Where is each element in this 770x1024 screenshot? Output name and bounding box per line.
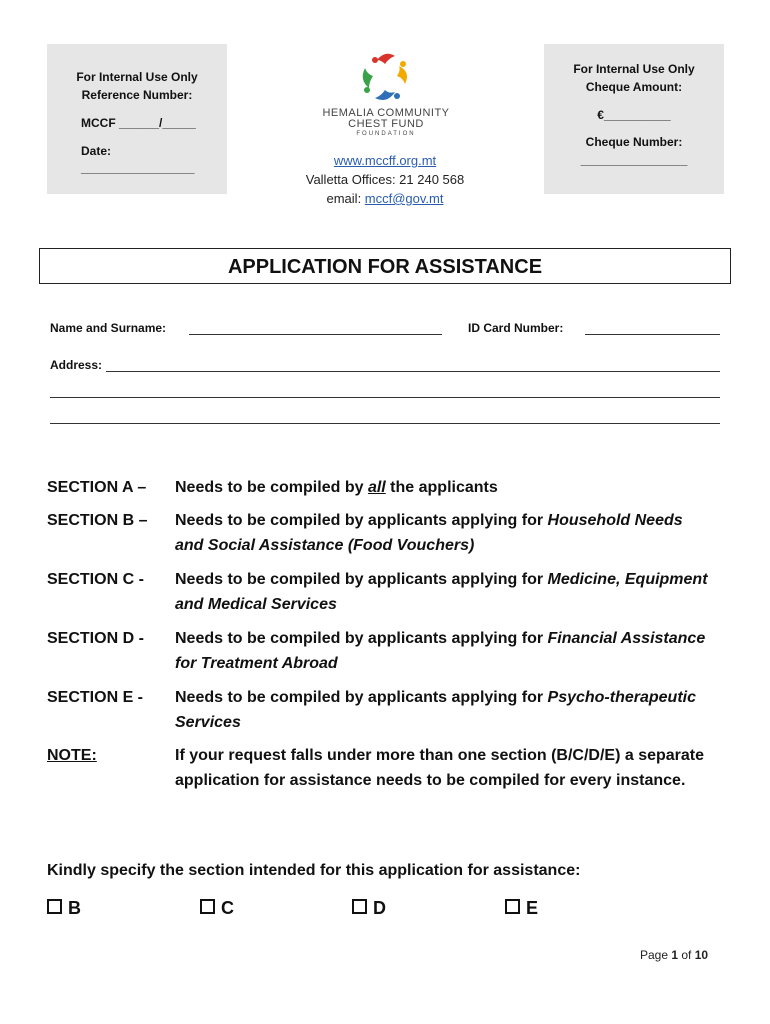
checkbox-d[interactable]	[352, 899, 367, 914]
email-link[interactable]: mccf@gov.mt	[364, 191, 444, 206]
internal-use-title-right: For Internal Use Only	[573, 62, 695, 76]
id-card-label: ID Card Number:	[468, 321, 564, 335]
reference-number-label: Reference Number:	[81, 88, 193, 102]
id-card-input-line[interactable]	[585, 334, 720, 335]
section-b-text: Needs to be compiled by applicants applying for Household Needs and Social Assistance (Food Vouchers)	[175, 512, 683, 554]
form-title-box	[39, 248, 731, 284]
option-e[interactable]: E	[505, 898, 538, 919]
form-title: APPLICATION FOR ASSISTANCE	[227, 256, 543, 278]
section-selection-prompt: Kindly specify the section intended for this application for assistance:	[47, 862, 581, 879]
option-c[interactable]: C	[200, 898, 234, 919]
section-c-label: SECTION C -	[47, 571, 144, 588]
mccf-reference-field[interactable]: MCCF ______/_____	[81, 116, 196, 130]
section-a-text: Needs to be compiled by all the applicants	[175, 479, 498, 496]
cheque-number-label: Cheque Number:	[585, 135, 683, 149]
checkbox-b[interactable]	[47, 899, 62, 914]
section-d-label: SECTION D -	[47, 630, 144, 647]
section-b-label: SECTION B –	[47, 512, 148, 529]
address-input-line-1[interactable]	[106, 371, 720, 372]
section-a-label: SECTION A –	[47, 479, 147, 496]
cheque-amount-field[interactable]: €__________	[597, 108, 671, 122]
organisation-name: HEMALIA COMMUNITY CHEST FUND	[322, 107, 450, 130]
note-text: If your request falls under more than one section (B/C/D/E) a separate application for assistance needs to be compiled for every instance.	[175, 747, 705, 789]
checkbox-e[interactable]	[505, 899, 520, 914]
section-d-text: Needs to be compiled by applicants applying for Financial Assistance for Treatment Abroad	[175, 630, 706, 672]
address-input-line-2[interactable]	[50, 397, 720, 398]
name-surname-input-line[interactable]	[189, 334, 442, 335]
section-e-label: SECTION E -	[47, 689, 144, 706]
foundation-logo	[355, 48, 415, 108]
cheque-amount-label: Cheque Amount:	[585, 80, 683, 94]
organisation-subtitle: FOUNDATION	[356, 131, 416, 137]
email-label: email:	[326, 191, 365, 206]
website-link[interactable]: www.mccff.org.mt	[333, 153, 437, 168]
offices-phone: Valletta Offices: 21 240 568	[305, 172, 465, 187]
date-field[interactable]: Date: _________________	[81, 144, 195, 175]
email-row	[285, 191, 485, 206]
internal-use-box-right	[544, 44, 724, 194]
cheque-number-field[interactable]: ________________	[580, 153, 688, 167]
internal-use-title: For Internal Use Only	[76, 70, 198, 84]
checkbox-c[interactable]	[200, 899, 215, 914]
note-label: NOTE:	[47, 747, 97, 764]
website-link-row	[285, 153, 485, 168]
section-c-text: Needs to be compiled by applicants applying for Medicine, Equipment and Medical Services	[175, 571, 708, 613]
page-number: Page 1 of 10	[640, 948, 709, 962]
name-surname-label: Name and Surname:	[50, 321, 167, 335]
option-d[interactable]: D	[352, 898, 386, 919]
option-b[interactable]: B	[47, 898, 81, 919]
section-e-text: Needs to be compiled by applicants applying for Psycho-therapeutic Services	[175, 689, 696, 731]
internal-use-box-left	[47, 44, 227, 194]
address-label: Address:	[50, 358, 103, 372]
address-input-line-3[interactable]	[50, 423, 720, 424]
